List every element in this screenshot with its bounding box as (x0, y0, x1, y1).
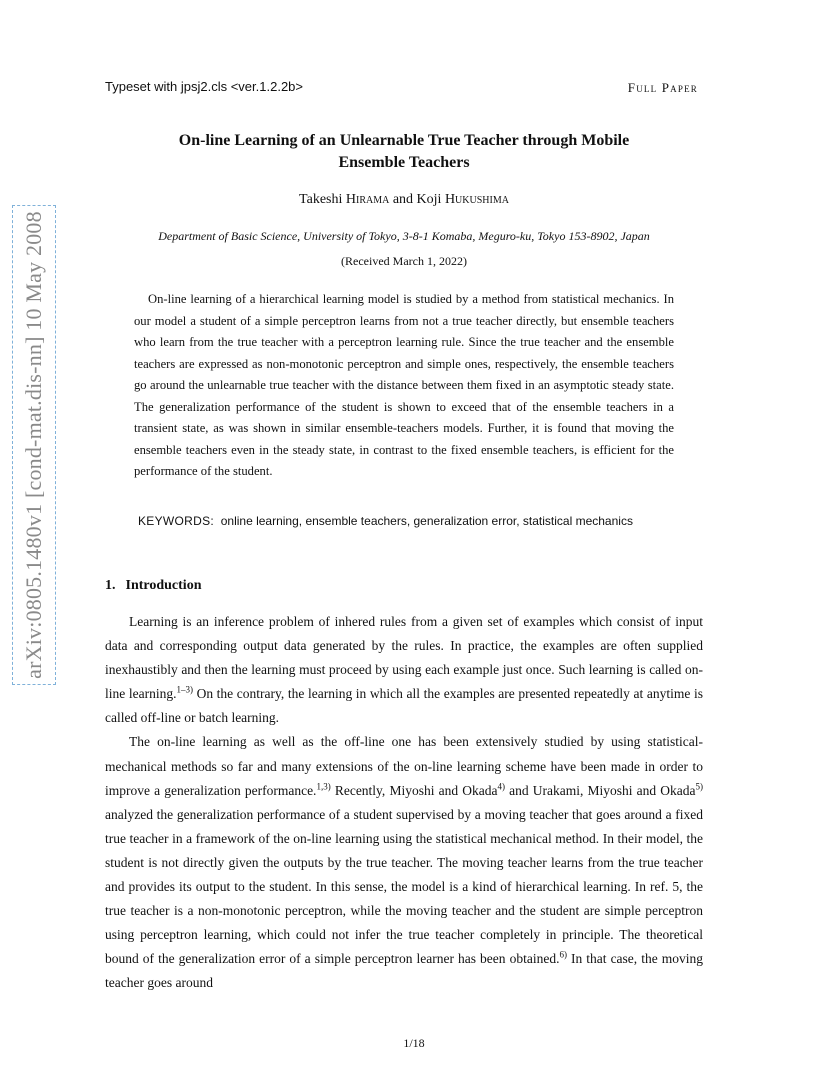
paper-type-label: Full Paper (627, 80, 698, 95)
citation-ref[interactable]: 6) (559, 949, 567, 960)
author-1-given: Takeshi (299, 192, 346, 207)
abstract: On-line learning of a hierarchical learning model is studied by a method from statistical mechanics. In our model a student of a simple perceptron learns from not a true teacher directly, but ensemble teachers who learn from the true teacher with a perceptron learning rule. Since the true teacher and the ensemble teachers are expressed as non-monotonic perceptron and simple ones, respectively, the ensemble teachers go around the unlearnable true teacher with the distance between them fixed in an asymptotic steady state. The generalization performance of the student is shown to exceed that of the ensemble teachers in a transient state, as was shown in similar ensemble-teachers models. Further, it is found that moving the ensemble teachers even in the steady state, in contrast to the fixed ensemble teachers, is efficient for the performance of the student. (134, 292, 674, 478)
received-date: (Received March 1, 2022) (341, 254, 467, 268)
author-1-family: Hirama (345, 192, 390, 207)
section-heading-introduction (105, 578, 201, 594)
title-line-1: On-line Learning of an Unlearnable True Teacher through Mobile (178, 132, 630, 149)
author-conjunction: and (389, 192, 417, 207)
author-list (105, 192, 703, 208)
paragraph-2-text-e: In that case, the moving teacher goes around (105, 951, 704, 991)
citation-ref[interactable]: 4) (497, 781, 505, 792)
arxiv-identifier[interactable]: arXiv:0805.1480v1 [cond-mat.dis-nn] 10 May 2008 (21, 211, 46, 679)
citation-ref[interactable]: 1,3) (316, 781, 331, 792)
section-title: Introduction (125, 578, 202, 593)
paper-title (105, 130, 703, 174)
paragraph-2-text-d: analyzed the generalization performance of a student supervised by a moving teacher that goes around a fixed true teacher in a framework of the on-line learning using the statistical mechanical method. In their model, the student is not directly given the outputs by the true teacher. The moving teacher learns from the true teacher and provides its output to the student. In this sense, the model is a kind of hierarchical learning. In ref. 5, the true teacher is a non-monotonic perceptron, while the moving teacher and the student are simple perceptron using perceptron learning, which could not infer the true teacher completely in principle. The theoretical bound of the generalization error of a simple perceptron learner has been obtained. (105, 806, 703, 967)
keywords (138, 514, 698, 528)
author-2-given: Koji (416, 192, 445, 207)
keywords-text: online learning, ensemble teachers, generalization error, statistical mechanics (220, 514, 633, 528)
paragraph-2-text-a: The on-line learning as well as the off-line one has been extensively studied by using statistical-mechanical methods so far and many extensions of the on-line learning scheme have been made in order to improve a generalization performance. (105, 734, 703, 798)
citation-ref[interactable]: 5) (695, 781, 703, 792)
paragraph-1 (105, 610, 703, 730)
title-line-2: Ensemble Teachers (338, 154, 470, 171)
affiliation: Department of Basic Science, University of Tokyo, 3-8-1 Komaba, Meguro-ku, Tokyo 153-8902, Japan (158, 229, 650, 243)
paragraph-2 (105, 730, 703, 995)
paragraph-1-text-a: Learning is an inference problem of inhered rules from a given set of examples which consist of input data and corresponding output data generated by the rules. In practice, the examples are often supplied inexhaustibly and then the learning must proceed by using each example just once. Such learning is called on-line learning. (105, 614, 703, 702)
citation-ref[interactable]: 1–3) (176, 684, 193, 695)
paragraph-2-text-b: Recently, Miyoshi and Okada (330, 782, 498, 798)
paragraph-2-text-c: and Urakami, Miyoshi and Okada (504, 782, 696, 798)
keywords-label: KEYWORDS: (138, 514, 215, 528)
paragraph-1-text-b: On the contrary, the learning in which all the examples are presented repeatedly at anytime is called off-line or batch learning. (105, 686, 703, 726)
page-number: 1/18 (403, 1036, 425, 1050)
section-number: 1. (105, 578, 116, 593)
typeset-note: Typeset with jpsj2.cls <ver.1.2.2b> (105, 79, 303, 94)
author-2-family: Hukushima (444, 192, 509, 207)
introduction-body (105, 610, 703, 996)
